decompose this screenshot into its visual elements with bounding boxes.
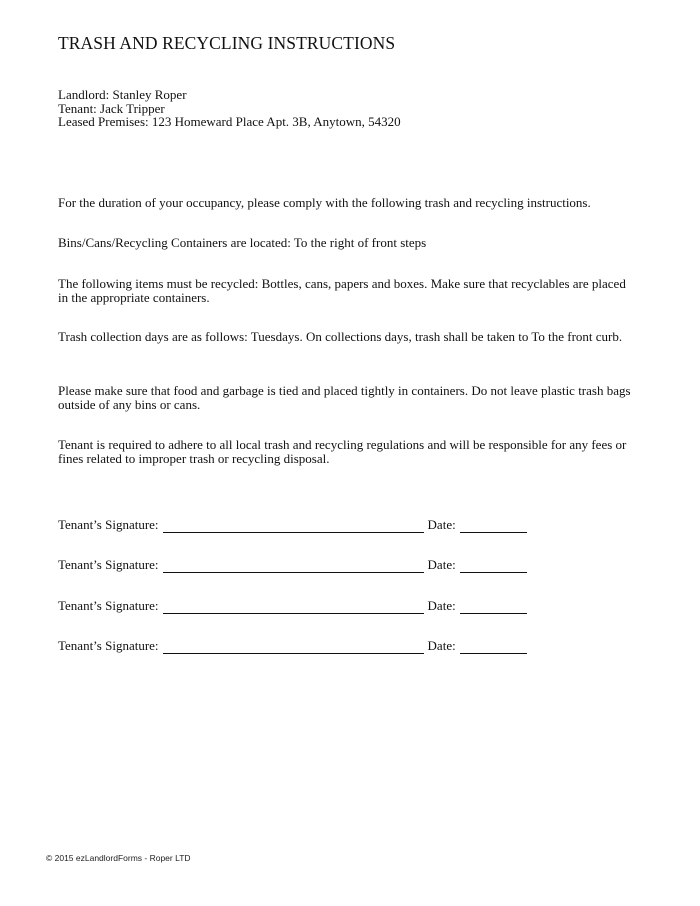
paragraph-bins-location: Bins/Cans/Recycling Containers are located: To the right of front steps bbox=[58, 235, 427, 250]
paragraph-garbage: Please make sure that food and garbage is tied and placed tightly in containers. Do not leave plastic trash bags outside of any bins or cans. bbox=[58, 383, 631, 412]
signature-label: Tenant’s Signature: bbox=[58, 638, 159, 653]
copyright-footer: © 2015 ezLandlordForms - Roper LTD bbox=[46, 853, 191, 863]
signature-label: Tenant’s Signature: bbox=[58, 598, 159, 613]
date-field[interactable] bbox=[460, 560, 527, 573]
date-label: Date: bbox=[427, 638, 456, 653]
date-field[interactable] bbox=[460, 520, 527, 533]
tenant-line: Tenant: Jack Tripper bbox=[58, 100, 165, 116]
document-title: TRASH AND RECYCLING INSTRUCTIONS bbox=[58, 33, 396, 53]
paragraph-regulations: Tenant is required to adhere to all local trash and recycling regulations and will be responsible for any fees or fines related to improper trash or recycling disposal. bbox=[58, 437, 627, 466]
signature-row bbox=[58, 598, 531, 614]
date-field[interactable] bbox=[460, 641, 527, 654]
signature-label: Tenant’s Signature: bbox=[58, 557, 159, 572]
signature-field[interactable] bbox=[163, 520, 424, 533]
paragraph-collection-days: Trash collection days are as follows: Tuesdays. On collections days, trash shall be taken to To the front curb. bbox=[58, 329, 623, 344]
date-label: Date: bbox=[427, 517, 456, 532]
signature-row bbox=[58, 557, 531, 573]
lease-info bbox=[58, 88, 401, 129]
signature-row bbox=[58, 517, 531, 533]
signature-row bbox=[58, 638, 531, 654]
signature-field[interactable] bbox=[163, 601, 424, 614]
landlord-line: Landlord: Stanley Roper bbox=[58, 87, 187, 102]
paragraph-recycling-items: The following items must be recycled: Bottles, cans, papers and boxes. Make sure that recyclables are placed in the appropriate containers. bbox=[58, 276, 626, 305]
signature-field[interactable] bbox=[163, 560, 424, 573]
date-field[interactable] bbox=[460, 601, 527, 614]
premises-line: Leased Premises: 123 Homeward Place Apt. 3B, Anytown, 54320 bbox=[58, 114, 401, 129]
paragraph-occupancy: For the duration of your occupancy, please comply with the following trash and recycling instructions. bbox=[58, 195, 591, 210]
signature-label: Tenant’s Signature: bbox=[58, 517, 159, 532]
date-label: Date: bbox=[427, 557, 456, 572]
signature-field[interactable] bbox=[163, 641, 424, 654]
date-label: Date: bbox=[427, 598, 456, 613]
